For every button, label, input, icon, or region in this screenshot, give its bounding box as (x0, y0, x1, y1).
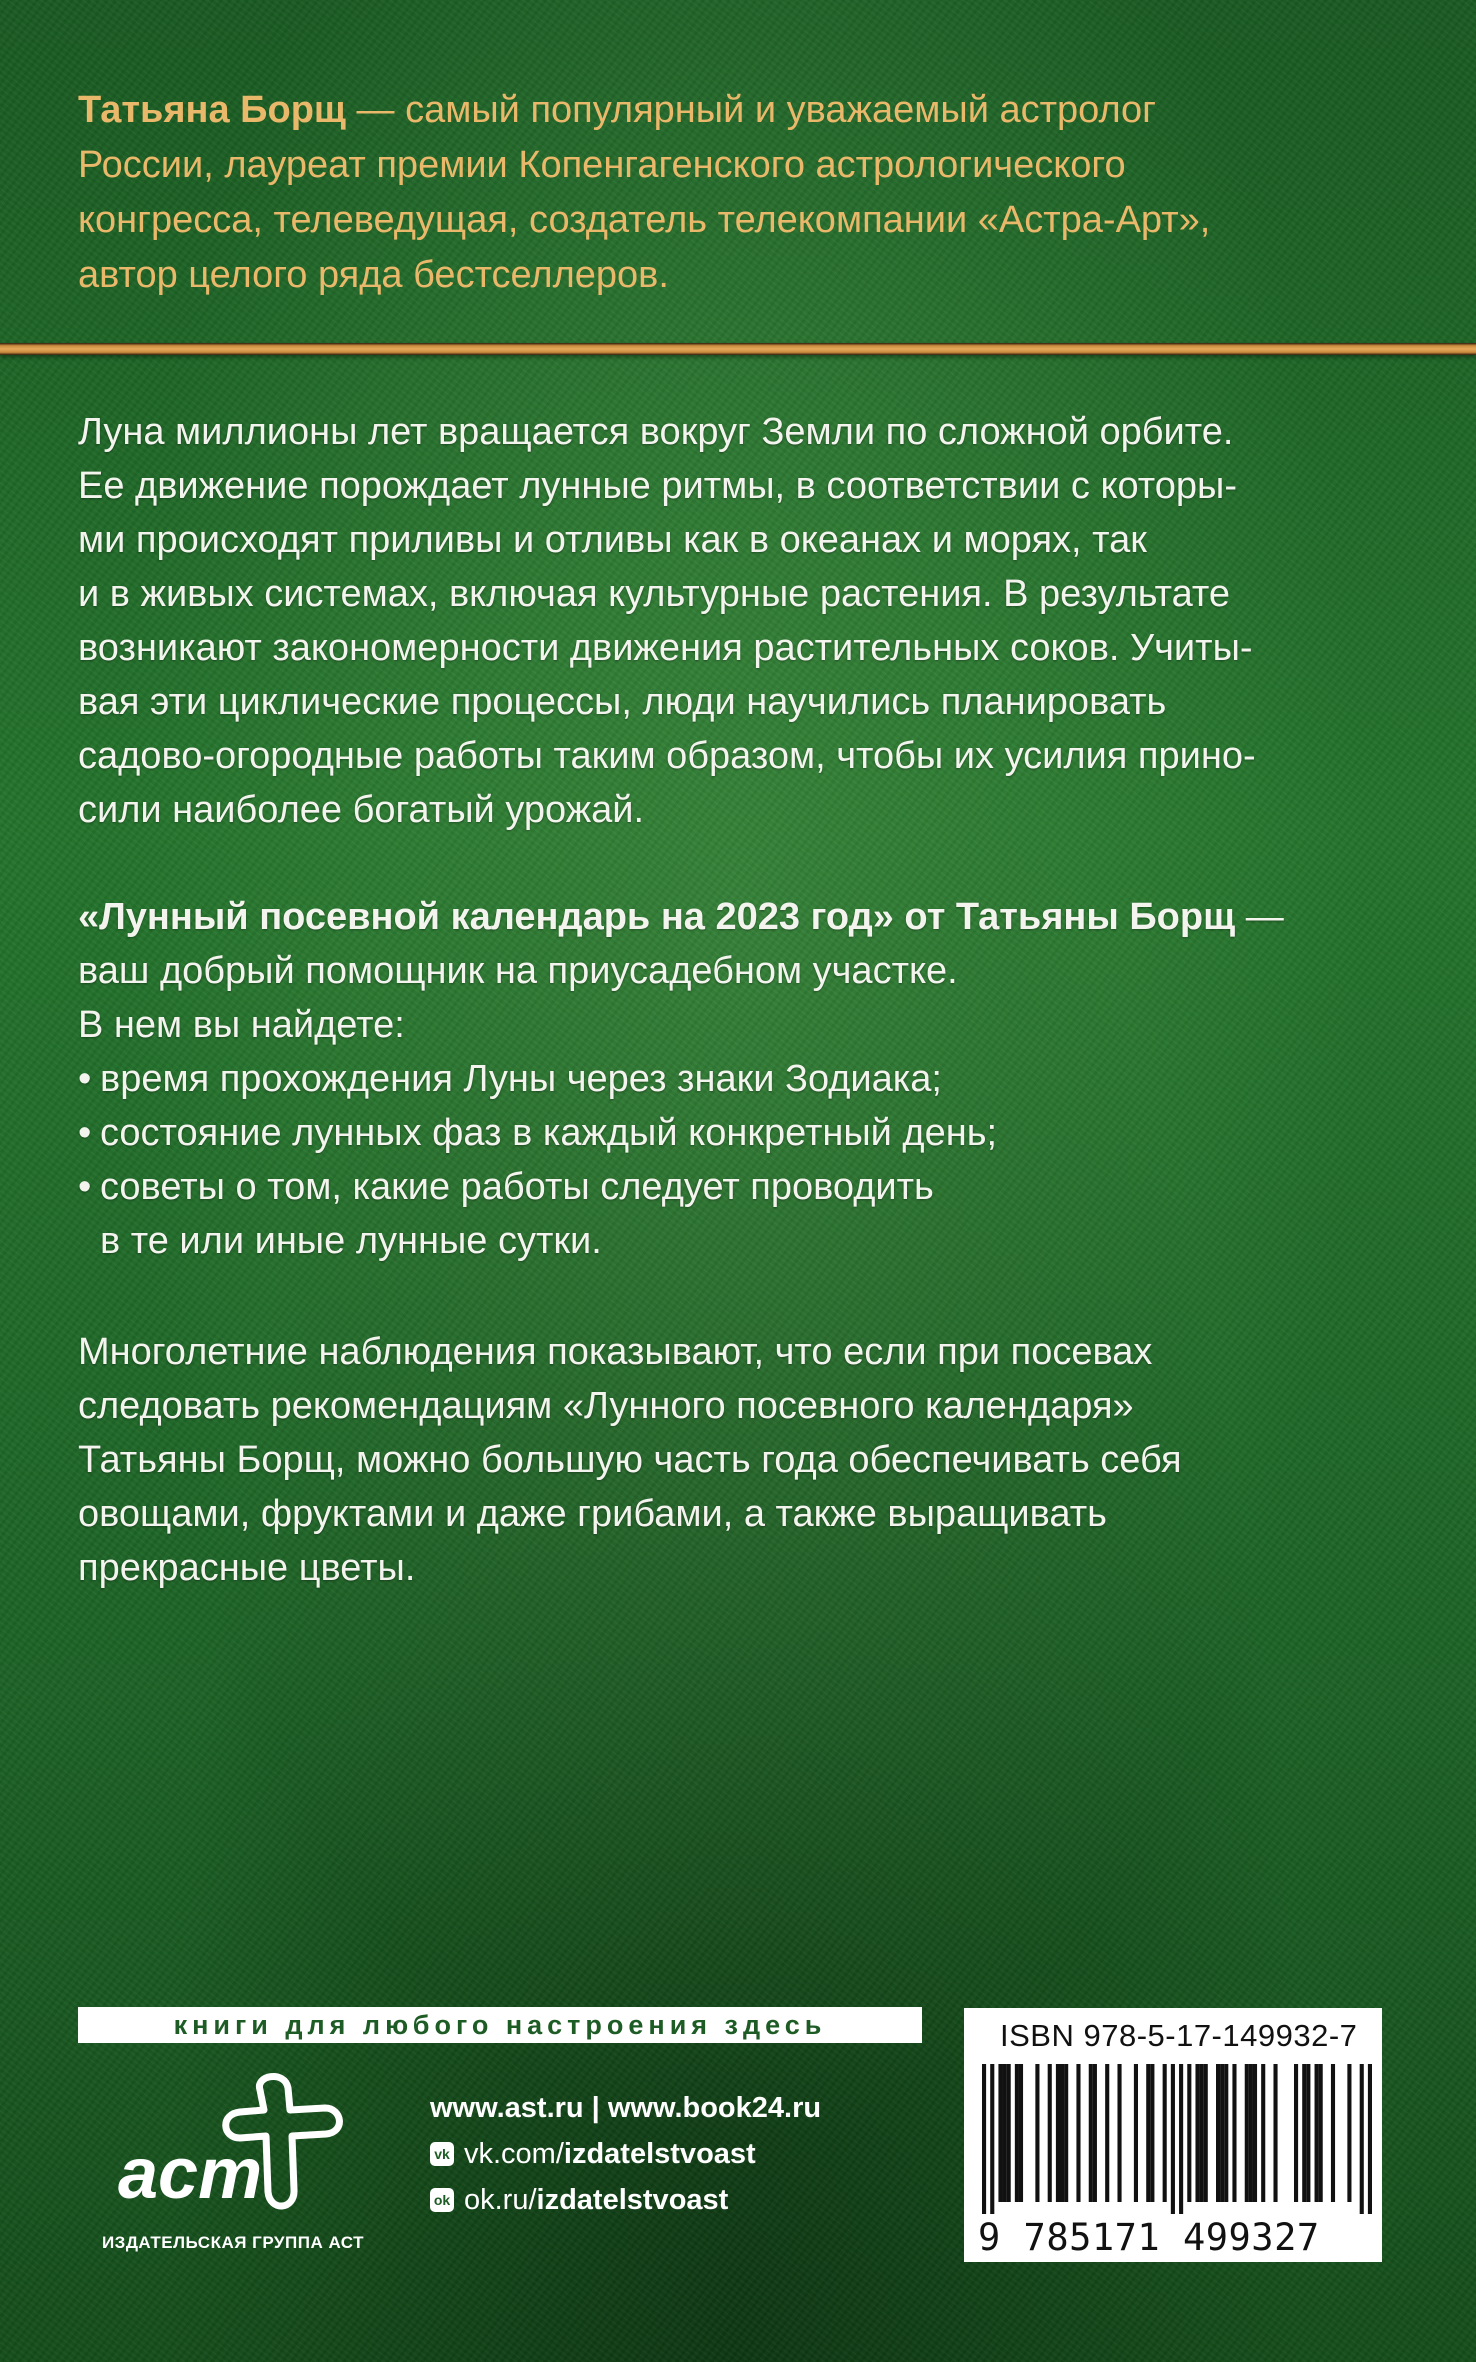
author-name: Татьяна Борщ (78, 89, 346, 131)
barcode-bar (982, 2064, 986, 2214)
ast-logo (110, 2070, 360, 2220)
barcode-bar (1249, 2064, 1253, 2202)
barcode-bar (1015, 2064, 1019, 2202)
barcode-bar (1331, 2064, 1335, 2202)
barcode-bar (1216, 2064, 1220, 2202)
author-bio-line-2: России, лауреат премии Копенгагенского астрологического (78, 144, 1126, 186)
conclusion-line: овощами, фруктами и даже грибами, а также выращивать (78, 1493, 1107, 1535)
features-line: В нем вы найдете: (78, 1004, 405, 1046)
barcode-bar (1056, 2064, 1060, 2202)
barcode-bar (998, 2064, 1002, 2202)
barcode-bar (1224, 2064, 1228, 2202)
barcode-bar (1003, 2064, 1007, 2202)
barcode-bar (1163, 2064, 1167, 2202)
author-bio-line-4: автор целого ряда бестселлеров. (78, 254, 669, 296)
barcode-bar (1117, 2064, 1121, 2202)
conclusion-line: следовать рекомендациям «Лунного посевного календаря» (78, 1385, 1134, 1427)
description-line: Луна миллионы лет вращается вокруг Земли по сложной орбите. (78, 411, 1234, 453)
barcode-bar (1187, 2064, 1191, 2202)
author-bio (78, 83, 1408, 303)
description-line: возникают закономерности движения растительных соков. Учиты- (78, 627, 1253, 669)
description-line: садово-огородные работы таким образом, чтобы их усилия прино- (78, 735, 1256, 777)
gold-divider (0, 343, 1476, 355)
description-paragraph (78, 405, 1418, 837)
feature-bullet: • состояние лунных фаз в каждый конкретный день; (78, 1106, 1418, 1160)
barcode-bar (1064, 2064, 1068, 2202)
barcode-bar (1179, 2064, 1183, 2214)
feature-bullet: • время прохождения Луны через знаки Зодиака; (78, 1052, 1418, 1106)
barcode-bar (1195, 2064, 1199, 2202)
description-line: вая эти циклические процессы, люди научились планировать (78, 681, 1167, 723)
website-links[interactable]: www.ast.ru | www.book24.ru (430, 2091, 822, 2124)
author-bio-line-3: конгресса, телеведущая, создатель телекомпании «Астра-Арт», (78, 199, 1211, 241)
logo-text: аст (118, 2134, 263, 2214)
barcode-bar (1146, 2064, 1150, 2202)
ok-icon: ok (430, 2188, 454, 2212)
barcode-bar (1232, 2064, 1236, 2202)
barcode-bar (1048, 2064, 1052, 2202)
barcode-bar (1360, 2064, 1364, 2214)
vk-link[interactable]: vk vk.com/ izdatelstvoast (430, 2131, 821, 2177)
description-line: и в живых системах, включая культурные растения. В результате (78, 573, 1231, 615)
barcode (982, 2064, 1372, 2214)
publisher-links (430, 2085, 821, 2223)
tagline-banner: книги для любого настроения здесь (78, 2007, 922, 2043)
bullet-icon: • (78, 1166, 92, 1208)
feature-bullet: • советы о том, какие работы следует проводить (78, 1160, 1418, 1214)
description-line: ми происходят приливы и отливы как в океанах и морях, так (78, 519, 1147, 561)
barcode-bar (990, 2064, 994, 2214)
features-paragraph (78, 890, 1418, 1268)
barcode-bar (1150, 2064, 1154, 2202)
barcode-bar (1060, 2064, 1064, 2202)
barcode-bar (1007, 2064, 1011, 2202)
barcode-bar (1347, 2064, 1351, 2202)
barcode-bar (1368, 2064, 1372, 2214)
isbn-digits: 9 785171 499327 (978, 2216, 1320, 2259)
barcode-bar (1035, 2064, 1039, 2202)
isbn-barcode-box (964, 2008, 1382, 2262)
ok-link[interactable]: ok ok.ru/ izdatelstvoast (430, 2177, 821, 2223)
conclusion-line: Татьяны Борщ, можно большую часть года обеспечивать себя (78, 1439, 1182, 1481)
barcode-bar (1204, 2064, 1208, 2202)
publisher-name: ИЗДАТЕЛЬСКАЯ ГРУППА АСТ (101, 2233, 365, 2252)
features-line: ваш добрый помощник на приусадебном участке. (78, 950, 958, 992)
bullet-icon: • (78, 1112, 92, 1154)
barcode-bar (1261, 2064, 1265, 2202)
barcode-bar (1253, 2064, 1257, 2202)
author-bio-line-1: Татьяна Борщ — самый популярный и уважаемый астролог (78, 89, 1157, 131)
barcode-bar (1089, 2064, 1093, 2202)
barcode-bar (1273, 2064, 1277, 2202)
description-line: Ее движение порождает лунные ритмы, в соответствии с которы- (78, 465, 1237, 507)
barcode-bar (1200, 2064, 1204, 2202)
barcode-bar (1302, 2064, 1306, 2202)
barcode-bar (1294, 2064, 1298, 2202)
barcode-bar (1093, 2064, 1097, 2202)
barcode-bar (1319, 2064, 1323, 2202)
description-line: сили наиболее богатый урожай. (78, 789, 645, 831)
bullet-icon: • (78, 1058, 92, 1100)
feature-bullet-continuation: в те или иные лунные сутки. (100, 1220, 602, 1262)
book-title: «Лунный посевной календарь на 2023 год» от Татьяны Борщ (78, 896, 1236, 938)
barcode-bar (1105, 2064, 1109, 2202)
barcode-bar (1019, 2064, 1023, 2202)
barcode-bar (1220, 2064, 1224, 2202)
isbn-label: ISBN 978-5-17-149932-7 (1000, 2018, 1358, 2053)
barcode-bar (1171, 2064, 1175, 2214)
barcode-bar (1134, 2064, 1138, 2202)
conclusion-paragraph (78, 1325, 1378, 1595)
barcode-bar (1315, 2064, 1319, 2202)
conclusion-line: Многолетние наблюдения показывают, что если при посевах (78, 1331, 1153, 1373)
barcode-bar (1076, 2064, 1080, 2202)
features-lead: «Лунный посевной календарь на 2023 год» от Татьяны Борщ — (78, 896, 1284, 938)
vk-icon: vk (430, 2142, 454, 2166)
conclusion-line: прекрасные цветы. (78, 1547, 416, 1589)
barcode-bar (1306, 2064, 1310, 2202)
barcode-bar (1245, 2064, 1249, 2202)
